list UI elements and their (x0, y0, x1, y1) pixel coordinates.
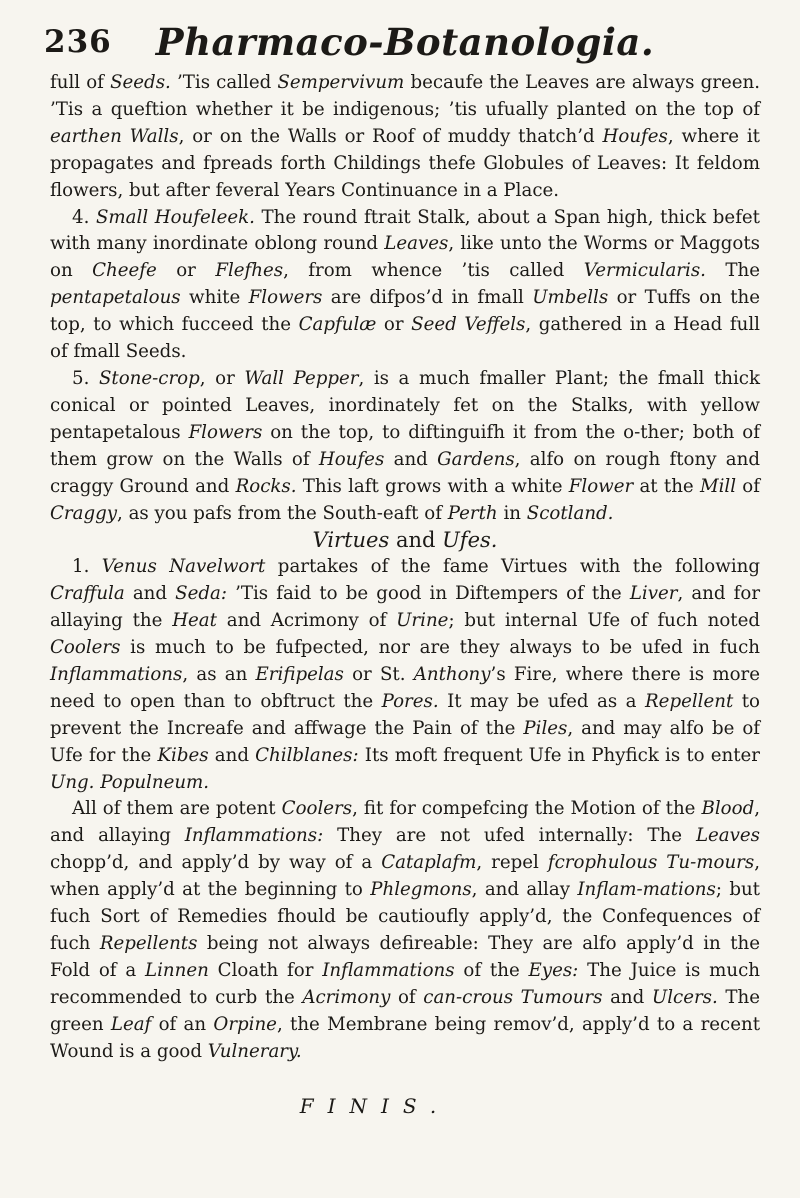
text-run: , as an (182, 663, 256, 685)
text-run: , or (199, 367, 245, 389)
italic-run: Ufes. (442, 528, 498, 553)
italic-run: Ulcers. (651, 986, 718, 1008)
text-run: of (736, 475, 760, 497)
italic-run: Small Houfeleek. (95, 206, 255, 228)
italic-run: Craffula (50, 583, 125, 605)
text-run: ; but internal Ufe of fuch noted (448, 610, 760, 632)
text-run: , gathered in a Head full of fmall Seeds. (50, 314, 760, 363)
running-title: Pharmaco-Botanologia. (155, 20, 655, 64)
page-header (44, 18, 760, 70)
italic-run: Gardens (437, 448, 515, 470)
italic-run: Cheefe (92, 260, 157, 282)
italic-run: Piles (523, 717, 568, 739)
text-run: The round ftrait Stalk, about a Span high, thick befet with many inordinate oblong round (50, 206, 760, 255)
italic-run: Seda: (175, 583, 227, 605)
italic-run: Flowers (188, 421, 263, 443)
italic-run: Inflam-mations (577, 879, 716, 901)
italic-run: Seed Veffels (411, 314, 526, 336)
italic-run: Acrimony (302, 986, 391, 1008)
italic-run: Venus Navelwort (101, 556, 266, 578)
text-run: ’Tis called (170, 72, 278, 93)
italic-run: Urine (396, 610, 449, 632)
text-run: in (497, 502, 527, 524)
paragraph-stone-crop (50, 366, 760, 527)
text-run: Its moft frequent Ufe in Phyfick is to enter (358, 744, 760, 766)
text-run: ; but fuch Sort of Remedies fhould be cautioufly apply’d, the Confequences of fuch (50, 879, 760, 954)
italic-run: Flowers (248, 287, 323, 309)
italic-run: Erifipelas (255, 663, 344, 685)
italic-run: Leaves (384, 233, 449, 255)
italic-run: Seeds. (110, 72, 171, 93)
italic-run: Heat (172, 610, 217, 632)
italic-run: Ung. Populneum. (50, 771, 210, 793)
text-run: and (602, 986, 652, 1008)
text-run: The green (50, 986, 761, 1035)
italic-run: can-crous Tumours (423, 986, 603, 1008)
text-run: This laft grows with a white (296, 475, 569, 497)
text-run: All of them are potent (72, 798, 282, 820)
text-run: of the (454, 959, 529, 981)
text-run: , like unto the Worms or Maggots on (50, 233, 760, 282)
finis-mark: FINIS. (299, 1093, 451, 1118)
italic-run: fcrophulous Tu-mours (547, 852, 755, 874)
text-run: , and may alfo be of Ufe for the (50, 717, 761, 766)
italic-run: Houfes (602, 125, 668, 147)
body-text (50, 70, 760, 1066)
text-run: full of (50, 72, 111, 93)
italic-run: Craggy (50, 502, 118, 524)
italic-run: Vermicularis. (583, 260, 706, 282)
italic-run: Vulnerary. (207, 1040, 302, 1062)
text-run: ’s Fire, where there is more need to open than to obftruct the (50, 663, 761, 712)
text-run: They are not ufed internally: The (323, 825, 696, 847)
text-run: 5. (72, 367, 99, 389)
text-run: Cloath for (208, 959, 323, 981)
italic-run: Cataplafm (381, 852, 477, 874)
text-run: , or on the Walls or Roof of muddy thatch’d (178, 125, 603, 147)
italic-run: Orpine (213, 1013, 277, 1035)
italic-run: Flower (568, 475, 634, 497)
text-run: , repel (476, 852, 548, 874)
text-run: It may be ufed as a (438, 690, 645, 712)
italic-run: Coolers (281, 798, 353, 820)
italic-run: Perth (447, 502, 498, 524)
text-run: or Tuffs on the top, to which fucceed the (50, 287, 760, 336)
text-run: is much to be fufpected, nor are they always to be ufed in fuch (120, 637, 760, 659)
text-run: and Acrimony of (216, 610, 397, 632)
italic-run: Leaf (110, 1013, 152, 1035)
text-run: or St. (343, 663, 414, 685)
text-run: and (389, 528, 443, 553)
italic-run: Rocks. (235, 475, 297, 497)
italic-run: Virtues (312, 528, 390, 553)
italic-run: Linnen (145, 959, 209, 981)
italic-run: Repellents (99, 933, 198, 954)
italic-run: earthen Walls (50, 125, 179, 147)
italic-run: Mill (699, 475, 737, 497)
paragraph-venus-navelwort (50, 554, 760, 796)
text-run: , and allay (471, 879, 578, 901)
text-run: , the Membrane being remov’d, apply’d to a recent Wound is a good (50, 1013, 760, 1062)
text-run: of an (151, 1013, 214, 1035)
italic-run: Coolers (50, 637, 121, 659)
italic-run: Repellent (644, 690, 734, 712)
text-run: , is a much fmaller Plant; the fmall thick conical or pointed Leaves, inordinately fet on the Stalks, with yellow pentapetalous (50, 367, 760, 443)
paragraph-coolers (50, 796, 760, 1065)
text-run: , fit for compefcing the Motion of the (352, 798, 702, 820)
italic-run: pentapetalous (50, 287, 181, 309)
text-run: to prevent the Increafe and affwage the Pain of the (50, 690, 760, 739)
text-run: , when apply’d at the beginning to (50, 852, 760, 901)
text-run: becaufe the Leaves are always green. ’Tis a queftion whether it be indigenous; ’tis ufually planted on the top of (50, 72, 760, 120)
text-run: of (390, 986, 424, 1008)
text-run: , from whence ’tis called (283, 260, 584, 282)
italic-run: Phlegmons (370, 879, 472, 901)
page-number: 236 (44, 24, 112, 60)
text-run: , alfo on rough ftony and craggy Ground and (50, 448, 760, 497)
text-run: and (124, 583, 176, 605)
italic-run: Sempervivum (277, 72, 405, 93)
text-run: , as you pafs from the South-eaft of (117, 502, 448, 524)
text-run: 1. (72, 556, 102, 578)
text-run: ’Tis faid to be good in Diftempers of the (226, 583, 630, 605)
text-run: 4. (72, 206, 96, 228)
text-run: or (156, 260, 216, 282)
text-run: white (180, 287, 249, 309)
section-heading-virtues (50, 527, 760, 554)
italic-run: Inflammations (50, 663, 183, 685)
italic-run: Blood (701, 798, 755, 820)
text-run: chopp’d, and apply’d by way of a (50, 852, 382, 874)
text-run: and (208, 744, 256, 766)
text-run: , and for allaying the (50, 583, 761, 632)
text-run: The Juice is much recommended to curb the (50, 959, 760, 1008)
text-run: being not always defireable: They are alfo apply’d in the Fold of a (50, 933, 760, 981)
paragraph-small-houseleek (50, 205, 760, 366)
italic-run: Eyes: (528, 959, 579, 981)
text-run: or (376, 314, 412, 336)
italic-run: Scotland. (526, 502, 614, 524)
text-run: on the top, to diftinguifh it from the o-ther; both of them grow on the Walls of (50, 421, 760, 470)
text-run: , where it propagates and fpreads forth Childings thefe Globules of Leaves: It feldom flowers, but after feveral Years Continuance in a Place. (50, 125, 760, 201)
text-run: and (384, 448, 438, 470)
italic-run: Inflammations (322, 959, 455, 981)
italic-run: Pores. (381, 690, 439, 712)
text-run: , and allaying (50, 798, 761, 847)
text-run: are difpos’d in fmall (322, 287, 533, 309)
text-run: at the (633, 475, 700, 497)
paragraph-houseleek-continued (50, 70, 760, 205)
text-run: partakes of the fame Virtues with the following (265, 556, 760, 578)
italic-run: Wall Pepper (244, 367, 359, 389)
italic-run: Stone-crop (98, 367, 200, 389)
italic-run: Inflammations: (184, 825, 324, 847)
italic-run: Anthony (413, 663, 491, 685)
italic-run: Capfulæ (298, 314, 377, 336)
italic-run: Umbells (532, 287, 609, 309)
italic-run: Kibes (157, 744, 209, 766)
italic-run: Leaves (695, 825, 760, 847)
italic-run: Houfes (318, 448, 385, 470)
text-run: The (705, 260, 760, 282)
italic-run: Chilblanes: (255, 744, 359, 766)
italic-run: Liver (629, 583, 678, 605)
italic-run: Flefhes (215, 260, 284, 282)
